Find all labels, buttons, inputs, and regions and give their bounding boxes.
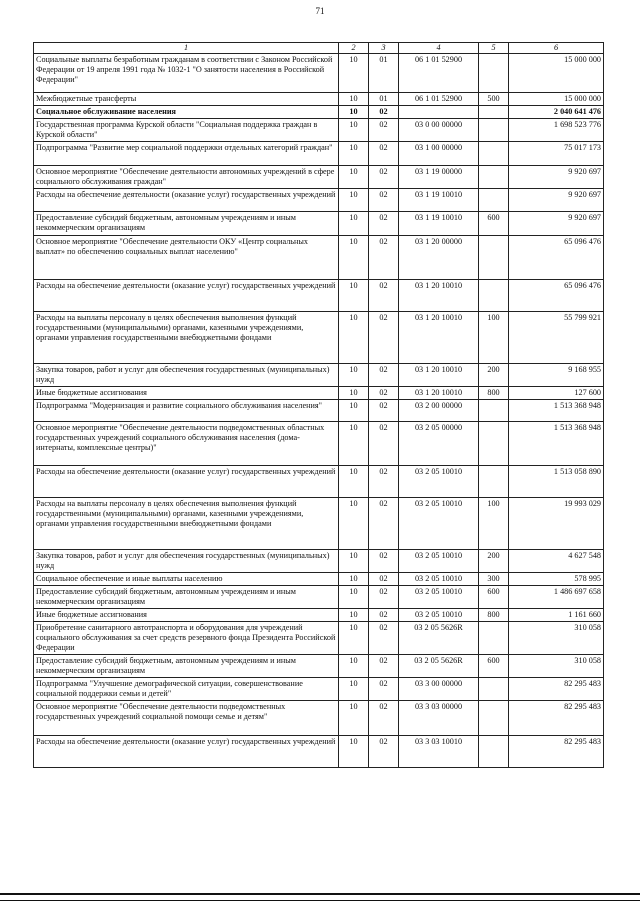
table-cell-amount: 1 161 660 — [509, 609, 604, 622]
table-cell-expense-type — [479, 400, 509, 422]
table-cell-amount: 19 993 029 — [509, 498, 604, 550]
table-cell-subsection: 02 — [369, 142, 399, 166]
table-cell-name: Социальное обслуживание населения — [34, 106, 339, 119]
table-cell-subsection: 02 — [369, 466, 399, 498]
table-cell-target-article: 06 1 01 52900 — [399, 54, 479, 93]
table-cell-subsection: 01 — [369, 93, 399, 106]
table-cell-name: Социальное обеспечение и иные выплаты населению — [34, 573, 339, 586]
table-cell-expense-type — [479, 736, 509, 768]
table-row — [34, 387, 604, 400]
header-col-1: 1 — [34, 43, 339, 54]
table-cell-amount: 4 627 548 — [509, 550, 604, 573]
table-cell-target-article: 03 1 20 10010 — [399, 364, 479, 387]
table-cell-expense-type: 800 — [479, 609, 509, 622]
page-number: 71 — [315, 6, 325, 16]
header-col-4: 4 — [399, 43, 479, 54]
table-row — [34, 573, 604, 586]
table-cell-section: 10 — [339, 189, 369, 212]
table-cell-subsection: 02 — [369, 119, 399, 142]
table-cell-expense-type — [479, 119, 509, 142]
table-cell-amount: 1 698 523 776 — [509, 119, 604, 142]
table-cell-name: Расходы на выплаты персоналу в целях обеспечения выполнения функций государственными (муниципальными) органами, казенными учреждениями, органами управления государственными внебюджетными фондами — [34, 498, 339, 550]
table-cell-subsection: 02 — [369, 701, 399, 736]
table-row — [34, 498, 604, 550]
table-cell-expense-type: 200 — [479, 550, 509, 573]
table-body — [34, 54, 604, 768]
table-cell-section: 10 — [339, 586, 369, 609]
table-cell-subsection: 02 — [369, 736, 399, 768]
table-cell-target-article: 03 1 00 00000 — [399, 142, 479, 166]
table-cell-expense-type — [479, 106, 509, 119]
table-cell-amount: 65 096 476 — [509, 280, 604, 312]
table-cell-expense-type: 600 — [479, 212, 509, 236]
table-cell-name: Иные бюджетные ассигнования — [34, 387, 339, 400]
table-row — [34, 550, 604, 573]
table-cell-section: 10 — [339, 550, 369, 573]
table-cell-name: Основное мероприятие "Обеспечение деятельности подведомственных государственных учреждений социальной помощи семье и детям" — [34, 701, 339, 736]
table-cell-expense-type — [479, 422, 509, 466]
table-cell-amount: 578 995 — [509, 573, 604, 586]
table-cell-amount: 1 486 697 658 — [509, 586, 604, 609]
table-cell-expense-type — [479, 142, 509, 166]
table-cell-amount: 1 513 058 890 — [509, 466, 604, 498]
table-cell-section: 10 — [339, 622, 369, 655]
table-cell-expense-type — [479, 54, 509, 93]
table-cell-subsection: 02 — [369, 106, 399, 119]
table-cell-section: 10 — [339, 312, 369, 364]
table-cell-subsection: 02 — [369, 189, 399, 212]
table-row — [34, 106, 604, 119]
table-cell-section: 10 — [339, 166, 369, 189]
table-cell-expense-type: 300 — [479, 573, 509, 586]
table-cell-name: Расходы на обеспечение деятельности (оказание услуг) государственных учреждений — [34, 189, 339, 212]
table-row — [34, 736, 604, 768]
table-cell-name: Иные бюджетные ассигнования — [34, 609, 339, 622]
table-cell-target-article: 03 1 20 00000 — [399, 236, 479, 280]
table-cell-section: 10 — [339, 93, 369, 106]
table-cell-section: 10 — [339, 142, 369, 166]
budget-table — [33, 42, 604, 768]
table-cell-subsection: 02 — [369, 622, 399, 655]
table-row — [34, 655, 604, 678]
header-col-5: 5 — [479, 43, 509, 54]
table-cell-expense-type: 600 — [479, 655, 509, 678]
table-cell-target-article: 03 1 19 10010 — [399, 189, 479, 212]
header-col-2: 2 — [339, 43, 369, 54]
table-cell-target-article: 06 1 01 52900 — [399, 93, 479, 106]
table-cell-subsection: 02 — [369, 312, 399, 364]
table-cell-subsection: 02 — [369, 550, 399, 573]
table-cell-amount: 82 295 483 — [509, 701, 604, 736]
table-cell-target-article: 03 3 00 00000 — [399, 678, 479, 701]
table-cell-target-article: 03 2 05 10010 — [399, 609, 479, 622]
table-cell-section: 10 — [339, 422, 369, 466]
table-cell-amount: 9 920 697 — [509, 212, 604, 236]
table-cell-section: 10 — [339, 119, 369, 142]
table-cell-amount: 65 096 476 — [509, 236, 604, 280]
table-cell-expense-type — [479, 166, 509, 189]
table-cell-name: Приобретение санитарного автотранспорта и оборудования для учреждений социального обслуживания за счет средств резервного фонда Президента Российской Федерации — [34, 622, 339, 655]
table-cell-subsection: 02 — [369, 166, 399, 189]
table-cell-amount: 1 513 368 948 — [509, 400, 604, 422]
table-cell-name: Закупка товаров, работ и услуг для обеспечения государственных (муниципальных) нужд — [34, 550, 339, 573]
table-row — [34, 166, 604, 189]
table-cell-target-article — [399, 106, 479, 119]
table-cell-subsection: 02 — [369, 400, 399, 422]
table-cell-section: 10 — [339, 655, 369, 678]
table-cell-amount: 55 799 921 — [509, 312, 604, 364]
header-col-6: 6 — [509, 43, 604, 54]
table-row — [34, 422, 604, 466]
table-cell-name: Социальные выплаты безработным гражданам в соответствии с Законом Российской Федерации от 19 апреля 1991 года № 1032-1 "О занятости населения в Российской Федерации" — [34, 54, 339, 93]
table-cell-expense-type — [479, 280, 509, 312]
table-cell-section: 10 — [339, 701, 369, 736]
table-cell-target-article: 03 2 05 00000 — [399, 422, 479, 466]
table-cell-subsection: 02 — [369, 678, 399, 701]
table-cell-target-article: 03 2 05 5626R — [399, 622, 479, 655]
table-cell-section: 10 — [339, 106, 369, 119]
table-cell-amount: 1 513 368 948 — [509, 422, 604, 466]
table-row — [34, 586, 604, 609]
table-cell-name: Расходы на обеспечение деятельности (оказание услуг) государственных учреждений — [34, 736, 339, 768]
bottom-rule — [0, 893, 640, 895]
table-row — [34, 280, 604, 312]
table-cell-section: 10 — [339, 736, 369, 768]
table-cell-amount: 310 058 — [509, 655, 604, 678]
table-cell-section: 10 — [339, 236, 369, 280]
table-cell-subsection: 02 — [369, 573, 399, 586]
table-row — [34, 466, 604, 498]
table-cell-expense-type: 100 — [479, 312, 509, 364]
table-cell-subsection: 02 — [369, 364, 399, 387]
table-cell-amount: 9 168 955 — [509, 364, 604, 387]
table-row — [34, 609, 604, 622]
table-cell-subsection: 02 — [369, 422, 399, 466]
table-cell-name: Предоставление субсидий бюджетным, автономным учреждениям и иным некоммерческим организациям — [34, 212, 339, 236]
table-cell-name: Предоставление субсидий бюджетным, автономным учреждениям и иным некоммерческим организациям — [34, 655, 339, 678]
table-cell-target-article: 03 2 05 10010 — [399, 550, 479, 573]
table-cell-section: 10 — [339, 573, 369, 586]
table-cell-amount: 127 600 — [509, 387, 604, 400]
table-row — [34, 364, 604, 387]
table-cell-target-article: 03 1 19 10010 — [399, 212, 479, 236]
table-cell-expense-type — [479, 701, 509, 736]
table-cell-expense-type: 200 — [479, 364, 509, 387]
table-cell-section: 10 — [339, 212, 369, 236]
table-row — [34, 400, 604, 422]
table-cell-target-article: 03 1 20 10010 — [399, 387, 479, 400]
table-row — [34, 236, 604, 280]
table-cell-expense-type: 500 — [479, 93, 509, 106]
table-cell-amount: 75 017 173 — [509, 142, 604, 166]
table-cell-name: Государственная программа Курской области "Социальная поддержка граждан в Курской области" — [34, 119, 339, 142]
table-row — [34, 93, 604, 106]
table-cell-section: 10 — [339, 498, 369, 550]
table-cell-amount: 82 295 483 — [509, 678, 604, 701]
table-row — [34, 119, 604, 142]
table-cell-target-article: 03 2 05 10010 — [399, 498, 479, 550]
table-cell-subsection: 02 — [369, 387, 399, 400]
table-row — [34, 54, 604, 93]
table-cell-name: Предоставление субсидий бюджетным, автономным учреждениям и иным некоммерческим организациям — [34, 586, 339, 609]
table-cell-section: 10 — [339, 466, 369, 498]
table-cell-target-article: 03 0 00 00000 — [399, 119, 479, 142]
table-cell-section: 10 — [339, 54, 369, 93]
table-cell-expense-type — [479, 189, 509, 212]
table-row — [34, 212, 604, 236]
table-cell-target-article: 03 2 05 10010 — [399, 466, 479, 498]
table-row — [34, 142, 604, 166]
table-cell-amount: 2 040 641 476 — [509, 106, 604, 119]
table-row — [34, 678, 604, 701]
table-cell-target-article: 03 1 20 10010 — [399, 280, 479, 312]
table-row — [34, 622, 604, 655]
table-cell-target-article: 03 3 03 10010 — [399, 736, 479, 768]
table-cell-subsection: 02 — [369, 498, 399, 550]
table-header-row — [34, 43, 604, 54]
header-col-3: 3 — [369, 43, 399, 54]
table-cell-section: 10 — [339, 678, 369, 701]
table-cell-name: Расходы на выплаты персоналу в целях обеспечения выполнения функций государственными (муниципальными) органами, казенными учреждениями, органами управления государственными внебюджетными фондами — [34, 312, 339, 364]
table-cell-section: 10 — [339, 609, 369, 622]
table-cell-amount: 310 058 — [509, 622, 604, 655]
table-cell-target-article: 03 2 05 10010 — [399, 586, 479, 609]
table-cell-target-article: 03 3 03 00000 — [399, 701, 479, 736]
table-cell-expense-type — [479, 236, 509, 280]
table-cell-subsection: 02 — [369, 212, 399, 236]
table-cell-expense-type — [479, 466, 509, 498]
table-cell-name: Подпрограмма "Модернизация и развитие социального обслуживания населения" — [34, 400, 339, 422]
table-cell-name: Основное мероприятие "Обеспечение деятельности подведомственных областных государственных учреждений социального обслуживания населения (дома-интернаты, комплексные центры)" — [34, 422, 339, 466]
table-cell-expense-type — [479, 622, 509, 655]
table-cell-subsection: 02 — [369, 609, 399, 622]
table-cell-section: 10 — [339, 364, 369, 387]
table-cell-amount: 82 295 483 — [509, 736, 604, 768]
table-cell-target-article: 03 2 00 00000 — [399, 400, 479, 422]
table-cell-amount: 15 000 000 — [509, 93, 604, 106]
table-cell-section: 10 — [339, 387, 369, 400]
bottom-rule-thin — [0, 900, 640, 901]
table-cell-expense-type: 800 — [479, 387, 509, 400]
table-cell-amount: 15 000 000 — [509, 54, 604, 93]
table-cell-amount: 9 920 697 — [509, 189, 604, 212]
table-cell-name: Межбюджетные трансферты — [34, 93, 339, 106]
table-cell-amount: 9 920 697 — [509, 166, 604, 189]
table-cell-name: Расходы на обеспечение деятельности (оказание услуг) государственных учреждений — [34, 466, 339, 498]
table-cell-expense-type: 100 — [479, 498, 509, 550]
table-cell-name: Подпрограмма "Развитие мер социальной поддержки отдельных категорий граждан" — [34, 142, 339, 166]
table-cell-target-article: 03 1 19 00000 — [399, 166, 479, 189]
table-cell-subsection: 02 — [369, 655, 399, 678]
table-cell-expense-type: 600 — [479, 586, 509, 609]
table-cell-subsection: 01 — [369, 54, 399, 93]
table-cell-target-article: 03 2 05 5626R — [399, 655, 479, 678]
table-cell-target-article: 03 2 05 10010 — [399, 573, 479, 586]
table-cell-section: 10 — [339, 280, 369, 312]
table-cell-subsection: 02 — [369, 586, 399, 609]
table-cell-target-article: 03 1 20 10010 — [399, 312, 479, 364]
table-row — [34, 701, 604, 736]
table-cell-name: Расходы на обеспечение деятельности (оказание услуг) государственных учреждений — [34, 280, 339, 312]
table-row — [34, 189, 604, 212]
table-cell-expense-type — [479, 678, 509, 701]
table-cell-subsection: 02 — [369, 280, 399, 312]
table-cell-name: Закупка товаров, работ и услуг для обеспечения государственных (муниципальных) нужд — [34, 364, 339, 387]
table-cell-name: Основное мероприятие "Обеспечение деятельности автономных учреждений в сфере социального обслуживания граждан" — [34, 166, 339, 189]
table-cell-name: Подпрограмма "Улучшение демографической ситуации, совершенствование социальной поддержки семьи и детей" — [34, 678, 339, 701]
table-cell-subsection: 02 — [369, 236, 399, 280]
table-row — [34, 312, 604, 364]
table-cell-name: Основное мероприятие "Обеспечение деятельности ОКУ «Центр социальных выплат» по обеспечению социальных выплат населению" — [34, 236, 339, 280]
table-cell-section: 10 — [339, 400, 369, 422]
